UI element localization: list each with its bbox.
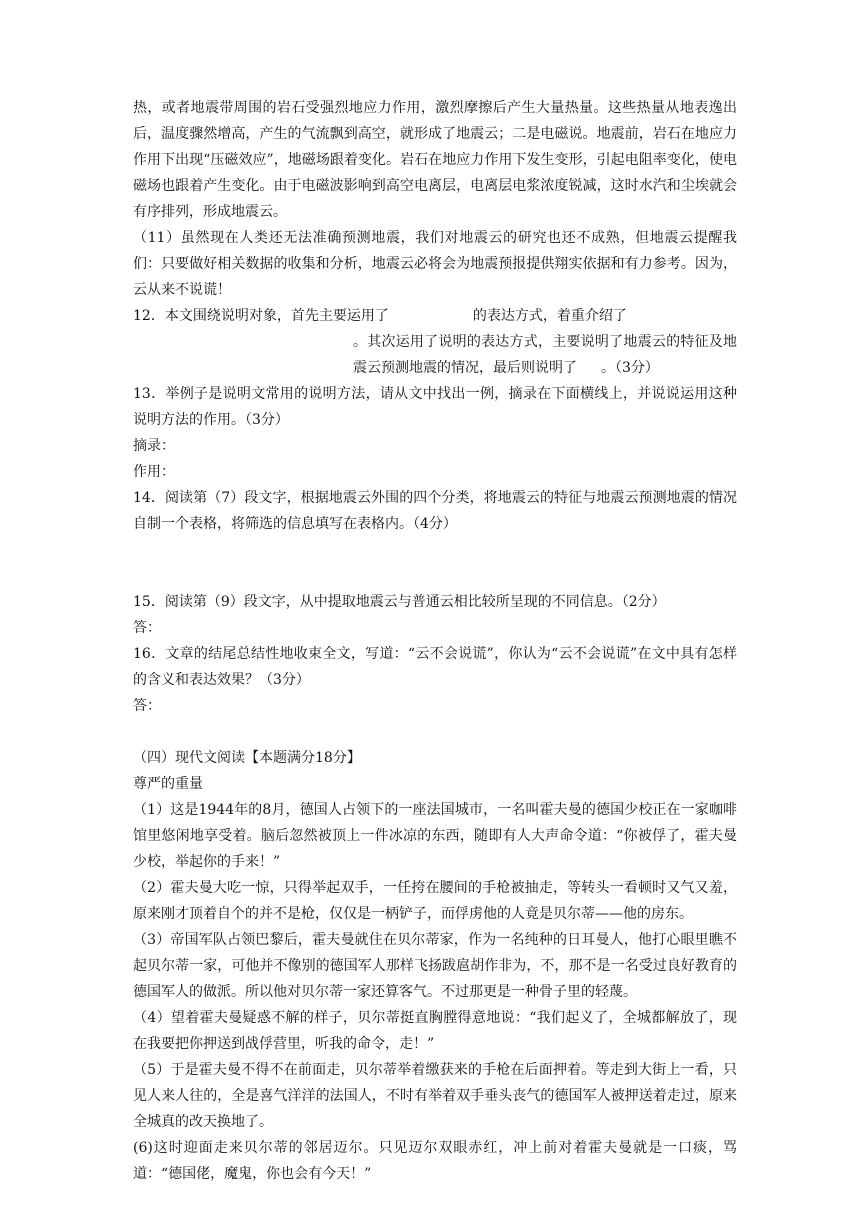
- story-paragraph-1: （1）这是1944年的8月，德国人占领下的一座法国城市，一名叫霍夫曼的德国少校正在一家咖啡馆里悠闲地享受着。脑后忽然被顶上一件冰凉的东西，随即有人大声命令道：“你被俘了，霍夫曼少校，举起你的手来！”: [133, 802, 737, 870]
- q12-blank-3[interactable]: [397, 355, 601, 381]
- q13-excerpt-label[interactable]: 摘录：: [133, 438, 175, 454]
- question-15: 15．阅读第（9）段文字，从中提取地震云与普通云相比较所呈现的不同信息。（2分）: [133, 594, 666, 610]
- question-14: 14．阅读第（7）段文字，根据地震云外围的四个分类，将地震云的特征与地震云预测地震的情况自制一个表格，将筛选的信息填写在表格内。（4分）: [133, 490, 737, 532]
- paragraph-11: （11）虽然现在人类还无法准确预测地震，我们对地震云的研究也还不成熟，但地震云提醒我们：只要做好相关数据的收集和分析，地震云必将会为地震预报提供翔实依据和有力参考。因为，云从来不说谎！: [133, 230, 737, 298]
- q16-answer-label[interactable]: 答：: [133, 698, 161, 714]
- q12-text-b: 的表达方式，着重介绍了: [472, 308, 627, 324]
- q15-answer-label[interactable]: 答：: [133, 620, 161, 636]
- question-13: 13．举例子是说明文常用的说明方法，请从文中找出一例，摘录在下面横线上，并说说运用这种说明方法的作用。（3分）: [133, 386, 737, 428]
- q12-text-a: 12．本文围绕说明对象，首先主要运用了: [133, 308, 389, 324]
- story-paragraph-4: （4）望着霍夫曼疑惑不解的样子，贝尔蒂挺直胸膛得意地说：“我们起义了，全城都解放了，现在我要把你押送到战俘营里，听我的命令，走！”: [133, 1010, 737, 1052]
- q12-text-c: 。其次运用了说明的表达方式，主要说明了地震云的特征及地震云预测地震的情况，最后则说明了: [353, 334, 737, 376]
- story-title: 尊严的重量: [133, 776, 203, 792]
- q13-effect-label[interactable]: 作用：: [133, 464, 175, 480]
- q14-answer-space[interactable]: [133, 537, 737, 589]
- story-paragraph-5: （5）于是霍夫曼不得不在前面走，贝尔蒂举着缴获来的手枪在后面押着。等走到大街上一看，只见人来人往的，全是喜气洋洋的法国人，不时有举着双手垂头丧气的德国军人被押送着走过，原来全城真的改天换地了。: [133, 1062, 737, 1130]
- q12-blank-1[interactable]: [389, 303, 473, 329]
- paragraph-10-continued: 热，或者地震带周围的岩石受强烈地应力作用，激烈摩擦后产生大量热量。这些热量从地表逸出后，温度骤然增高，产生的气流飘到高空，就形成了地震云；二是电磁说。地震前，岩石在地应力作用下出现“压磁效应”，地磁场跟着变化。岩石在地应力作用下发生变形，引起电阻率变化，使电磁场也跟着产生变化。由于电磁波影响到高空电离层，电离层电浆浓度锐减，这时水汽和尘埃就会有序排列，形成地震云。: [133, 100, 737, 220]
- document-page: [133, 95, 737, 1187]
- q12-text-d: 。（3分）: [601, 360, 659, 376]
- question-12: [133, 303, 737, 381]
- q16-answer-space[interactable]: [133, 719, 737, 745]
- section-4-heading: （四）现代文阅读【本题满分18分】: [133, 750, 361, 766]
- question-16: 16．文章的结尾总结性地收束全文，写道：“云不会说谎”，你认为“云不会说谎”在文中具有怎样的含义和表达效果？（3分）: [133, 646, 737, 688]
- story-paragraph-3: （3）帝国军队占领巴黎后，霍夫曼就住在贝尔蒂家，作为一名纯种的日耳曼人，他打心眼里瞧不起贝尔蒂一家，可他并不像别的德国军人那样飞扬跋扈胡作非为，不，那不是一名受过良好教育的德国军人的做派。所以他对贝尔蒂一家还算客气。不过那更是一种骨子里的轻蔑。: [133, 932, 737, 1000]
- q12-blank-2[interactable]: [133, 329, 353, 381]
- story-paragraph-2: （2）霍夫曼大吃一惊，只得举起双手，一任挎在腰间的手枪被抽走，等转头一看顿时又气又羞，原来刚才顶着自个的并不是枪，仅仅是一柄铲子，而俘虏他的人竟是贝尔蒂——他的房东。: [133, 880, 737, 922]
- story-paragraph-6: (6)这时迎面走来贝尔蒂的邻居迈尔。只见迈尔双眼赤红，冲上前对着霍夫曼就是一口痰，骂道：“德国佬，魔鬼，你也会有今天！”: [133, 1140, 737, 1182]
